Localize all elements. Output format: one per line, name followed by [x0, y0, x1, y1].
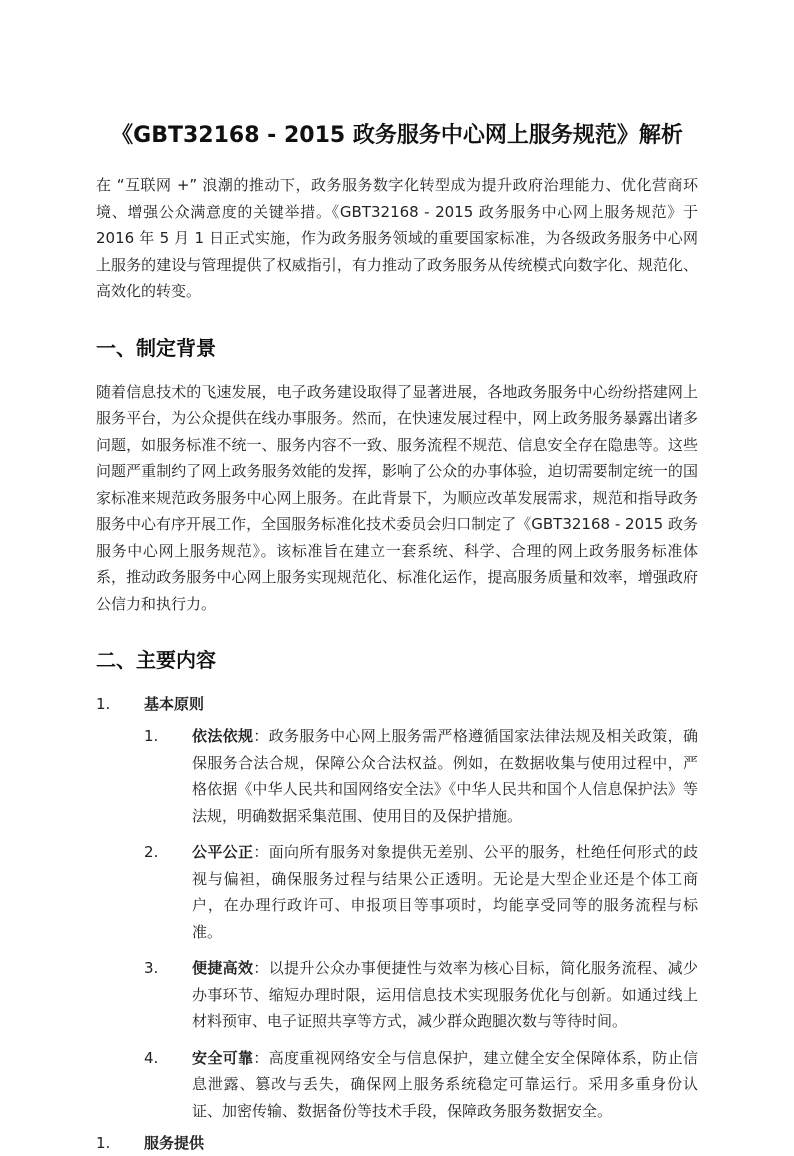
- list-number: 1.: [96, 1134, 111, 1152]
- sub-list-text: 面向所有服务对象提供无差别、公平的服务，杜绝任何形式的歧视与偏袒，确保服务过程与结果公正透明。无论是大型企业还是个体工商户，在办理行政许可、申报项目等事项时，均能享受同等的服务流程与标准。: [192, 843, 698, 941]
- background-paragraph: 随着信息技术的飞速发展，电子政务建设取得了显著进展，各地政务服务中心纷纷搭建网上服务平台，为公众提供在线办事服务。然而，在快速发展过程中，网上政务服务暴露出诸多问题，如服务标准不统一、服务内容不一致、服务流程不规范、信息安全存在隐患等。这些问题严重制约了网上政务服务效能的发挥，影响了公众的办事体验，迫切需要制定统一的国家标准来规范政务服务中心网上服务。在此背景下，为顺应改革发展需求，规范和指导政务服务中心有序开展工作，全国服务标准化技术委员会归口制定了《GBT32168 - 2015 政务服务中心网上服务规范》。该标准旨在建立一套系统、科学、合理的网上政务服务标准体系，推动政务服务中心网上服务实现规范化、标准化运作，提高服务质量和效率，增强政府公信力和执行力。: [96, 382, 698, 613]
- list-label: 基本原则: [144, 695, 205, 713]
- sub-list-item: [144, 839, 698, 945]
- sub-list-text: 政务服务中心网上服务需严格遵循国家法律法规及相关政策，确保服务合法合规，保障公众合法权益。例如，在数据收集与使用过程中，严格依据《中华人民共和国网络安全法》《中华人民共和国个人信息保护法》等法规，明确数据采集范围、使用目的及保护措施。: [192, 727, 698, 825]
- sub-list-term: 安全可靠: [192, 1048, 254, 1067]
- document-title: 《GBT32168 - 2015 政务服务中心网上服务规范》解析: [111, 123, 683, 148]
- list-label: 服务提供: [144, 1134, 205, 1152]
- sub-list-item: [144, 955, 698, 1035]
- sub-list-separator: ：: [253, 959, 269, 977]
- sub-list-body: [192, 839, 698, 945]
- list-number: 1.: [96, 695, 111, 713]
- sub-list-number: 1.: [144, 727, 159, 745]
- sub-list-separator: ：: [253, 1048, 269, 1067]
- sub-list-text: 高度重视网络安全与信息保护，建立健全安全保障体系，防止信息泄露、篡改与丢失，确保网上服务系统稳定可靠运行。采用多重身份认证、加密传输、数据备份等技术手段，保障政务服务数据安全。: [192, 1048, 698, 1120]
- sub-list-body: [192, 955, 698, 1035]
- sub-list-term: 公平公正: [192, 843, 254, 861]
- list-item-basic-principles: [96, 691, 698, 717]
- intro-paragraph: 在 “互联网 +” 浪潮的推动下，政务服务数字化转型成为提升政府治理能力、优化营商环境、增强公众满意度的关键举措。《GBT32168 - 2015 政务服务中心网上服务规范》于 2016 年 5 月 1 日正式实施，作为政务服务领域的重要国家标准，为各级政务服务中心网上服务的建设与管理提供了权威指引，有力推动了政务服务从传统模式向数字化、规范化、高效化的转变。: [96, 176, 698, 300]
- sub-list-number: 4.: [144, 1048, 159, 1067]
- sub-list-body: [192, 1045, 698, 1125]
- sub-list-text: 以提升公众办事便捷性与效率为核心目标，简化服务流程、减少办事环节、缩短办理时限，运用信息技术实现服务优化与创新。如通过线上材料预审、电子证照共享等方式，减少群众跑腿次数与等待时间。: [192, 959, 698, 1030]
- sub-list-number: 2.: [144, 843, 159, 861]
- section-heading-main-content: 二、主要内容: [96, 648, 216, 672]
- list-item-service-provision: [96, 1130, 698, 1156]
- sub-list-separator: ：: [253, 843, 269, 861]
- section-heading-background: 一、制定背景: [96, 335, 216, 360]
- sub-list-item: [144, 1045, 698, 1125]
- sub-list-item: [144, 723, 698, 829]
- sub-list-term: 便捷高效: [192, 959, 254, 977]
- sub-list-body: [192, 723, 698, 829]
- sub-list-separator: ：: [253, 727, 269, 745]
- sub-list-number: 3.: [144, 959, 159, 977]
- sub-list-term: 依法依规: [192, 727, 254, 745]
